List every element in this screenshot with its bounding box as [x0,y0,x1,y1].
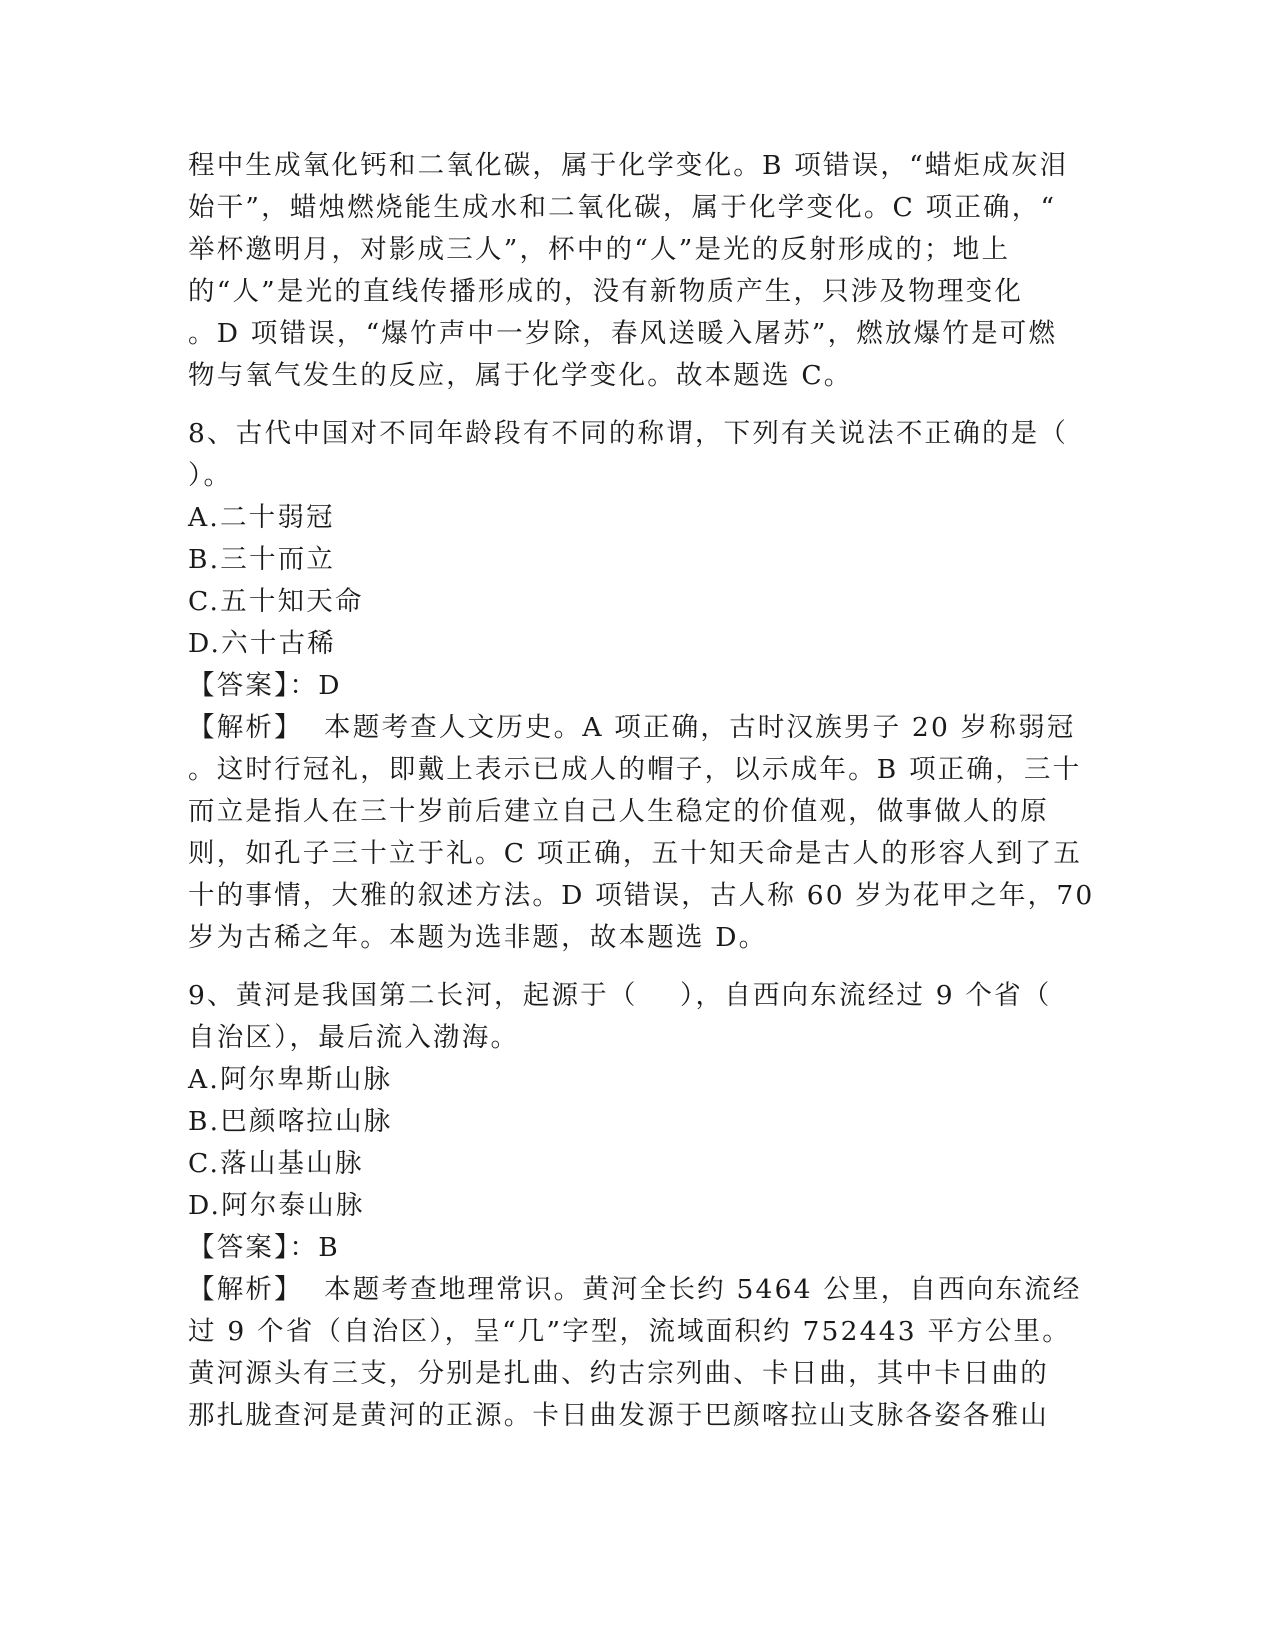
prev-explanation [188,145,1078,397]
text-line: 物与氧气发生的反应，属于化学变化。故本题选 C。 [188,360,853,391]
question-9 [188,975,1082,1437]
analysis-line: 黄河源头有三支，分别是扎曲、约古宗列曲、卡日曲，其中卡日曲的 [188,1358,1049,1389]
question-stem: 9、黄河是我国第二长河，起源于（ ），自西向东流经过 9 个省（ [188,980,1052,1011]
text-line: 始干”，蜡烛燃烧能生成水和二氧化碳，属于化学变化。C 项正确，“ [188,192,1057,223]
analysis-line: 十的事情，大雅的叙述方法。D 项错误，古人称 60 岁为花甲之年，70 [188,880,1095,911]
spacer [188,397,1078,413]
answer: 【答案】：D [188,670,342,701]
option-c: C.五十知天命 [188,586,364,617]
question-stem: 8、古代中国对不同年龄段有不同的称谓，下列有关说法不正确的是（ [188,418,1069,449]
spacer [188,959,1078,975]
analysis-line: 【解析】 本题考查地理常识。黄河全长约 5464 公里，自西向东流经 [188,1274,1082,1305]
text-line: 。D 项错误，“爆竹声中一岁除，春风送暖入屠苏”，燃放爆竹是可燃 [188,318,1058,349]
analysis-line: 。这时行冠礼，即戴上表示已成人的帽子，以示成年。B 项正确，三十 [188,754,1082,785]
analysis-line: 【解析】 本题考查人文历史。A 项正确，古时汉族男子 20 岁称弱冠 [188,712,1076,743]
answer: 【答案】：B [188,1232,340,1263]
analysis-line: 过 9 个省（自治区），呈“几”字型，流域面积约 752443 平方公里。 [188,1316,1071,1347]
option-a: A.阿尔卑斯山脉 [188,1064,393,1095]
option-b: B.巴颜喀拉山脉 [188,1106,393,1137]
question-stem: 自治区），最后流入渤海。 [188,1022,520,1053]
text-line: 的“人”是光的直线传播形成的，没有新物质产生，只涉及物理变化 [188,276,1024,307]
question-stem: ）。 [188,460,233,491]
analysis-line: 岁为古稀之年。本题为选非题，故本题选 D。 [188,922,768,953]
analysis-line: 则，如孔子三十立于礼。C 项正确，五十知天命是古人的形容人到了五 [188,838,1083,869]
document-body [188,145,1095,1437]
option-d: D.六十古稀 [188,628,336,659]
text-line: 程中生成氧化钙和二氧化碳，属于化学变化。B 项错误，“蜡炬成灰泪 [188,150,1069,181]
option-b: B.三十而立 [188,544,336,575]
analysis-line: 那扎胧查河是黄河的正源。卡日曲发源于巴颜喀拉山支脉各姿各雅山 [188,1400,1049,1431]
option-a: A.二十弱冠 [188,502,335,533]
option-d: D.阿尔泰山脉 [188,1190,365,1221]
text-line: 举杯邀明月，对影成三人”，杯中的“人”是光的反射形成的；地上 [188,234,1011,265]
question-8 [188,413,1095,959]
option-c: C.落山基山脉 [188,1148,364,1179]
analysis-line: 而立是指人在三十岁前后建立自己人生稳定的价值观，做事做人的原 [188,796,1049,827]
